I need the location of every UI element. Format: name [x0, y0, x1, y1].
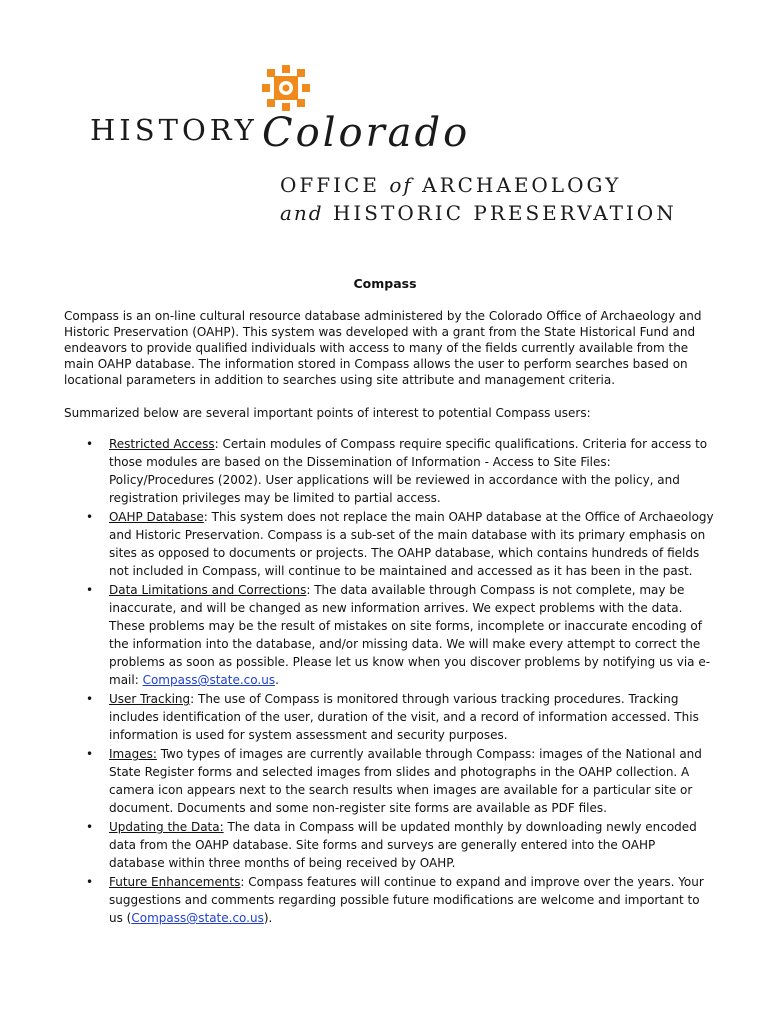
bullet-icon: •: [86, 510, 94, 524]
list-item-data-limitations: [64, 581, 714, 689]
term-images: Images:: [109, 747, 157, 761]
logo-office-line: [280, 173, 621, 197]
term-oahp-database: OAHP Database: [109, 510, 204, 524]
intro-paragraph: Compass is an on-line cultural resource database administered by the Colorado Office of Archaeology and Historic Preservation (OAHP). This system was developed with a grant from the State Historical Fund and endeavors to provide qualified individuals with access to many of the fields currently available from the main OAHP database. The information stored in Compass allows the user to perform searches based on locational parameters in addition to searches using site attribute and management criteria.: [64, 309, 702, 387]
logo-of-word: of: [389, 173, 413, 197]
term-user-tracking: User Tracking: [109, 692, 191, 706]
bullet-icon: •: [86, 437, 94, 451]
list-item-restricted-access: [64, 435, 714, 507]
email-link[interactable]: Compass@state.co.us: [131, 911, 264, 925]
bullet-icon: •: [86, 583, 94, 597]
logo-historic-preservation-words: HISTORIC PRESERVATION: [332, 201, 677, 225]
summary-paragraph: Summarized below are several important points of interest to potential Compass users:: [64, 406, 591, 420]
logo-history-text: HISTORY: [90, 113, 258, 147]
list-item-oahp-database: [64, 508, 714, 580]
term-restricted-access: Restricted Access: [109, 437, 215, 451]
term-data-limitations: Data Limitations and Corrections: [109, 583, 307, 597]
logo-archaeology-word: ARCHAEOLOGY: [422, 173, 622, 197]
bullet-icon: •: [86, 820, 94, 834]
list-item-user-tracking: [64, 690, 714, 744]
list-item-updating-data: [64, 818, 714, 872]
term-future-enhancements: Future Enhancements: [109, 875, 241, 889]
bullet-text: : The data available through Compass is not complete, may be inaccurate, and will be changed as new information arrives. We expect problems with the data. These problems may be the result of mistakes on site forms, incomplete or inaccurate encoding of the information into the database, and/or missing data. We will make every attempt to correct the problems as soon as possible. Please let us know when you discover problems by notifying us via e-mail:: [109, 583, 711, 687]
bullet-icon: •: [86, 747, 94, 761]
logo-colorado-text: Colorado: [262, 110, 471, 156]
sun-logo-icon: [262, 65, 310, 111]
logo-preservation-line: [280, 201, 677, 225]
bullet-text: : The use of Compass is monitored through various tracking procedures. Tracking includes identification of the user, duration of the visit, and a record of information accessed. This information is used for system assessment and security purposes.: [109, 692, 699, 742]
page-title: Compass: [353, 276, 417, 291]
bullet-text: Two types of images are currently available through Compass: images of the National and State Register forms and selected images from slides and photographs in the OAHP collection. A camera icon appears next to the search results when images are available for a particular site or document. Documents and some non-register site forms are available as PDF files.: [109, 747, 702, 815]
logo-and-word: and: [280, 201, 324, 225]
email-link[interactable]: Compass@state.co.us: [142, 673, 276, 687]
bullet-text: : Compass features will continue to expand and improve over the years. Your suggestions and comments regarding possible future modifications are welcome and important to us (: [109, 875, 704, 925]
bullet-icon: •: [86, 692, 94, 706]
logo-office-word: OFFICE: [280, 173, 380, 197]
list-item-images: [64, 745, 714, 817]
bullet-text: : This system does not replace the main OAHP database at the Office of Archaeology and Historic Preservation. Compass is a sub-set of the main database with its primary emphasis on sites as opposed to documents or projects. The OAHP database, which contains hundreds of fields not included in Compass, will continue to be maintained and accessed as it has been in the past.: [109, 510, 714, 578]
list-item-future-enhancements: [64, 873, 714, 927]
bullet-text: The data in Compass will be updated monthly by downloading newly encoded data from the OAHP database. Site forms and surveys are generally entered into the OAHP database within three months of being received by OAHP.: [109, 820, 697, 870]
bullet-text-end: .: [275, 673, 279, 687]
term-updating-data: Updating the Data:: [109, 820, 224, 834]
bullet-text-end: ).: [263, 911, 273, 925]
bullet-icon: •: [86, 875, 94, 889]
points-list: [64, 435, 714, 928]
bullet-text: : Certain modules of Compass require specific qualifications. Criteria for access to those modules are based on the Dissemination of Information - Access to Site Files: Policy/Procedures (2002). User applications will be reviewed in accordance with the policy, and registration privileges may be limited to partial access.: [109, 437, 708, 505]
